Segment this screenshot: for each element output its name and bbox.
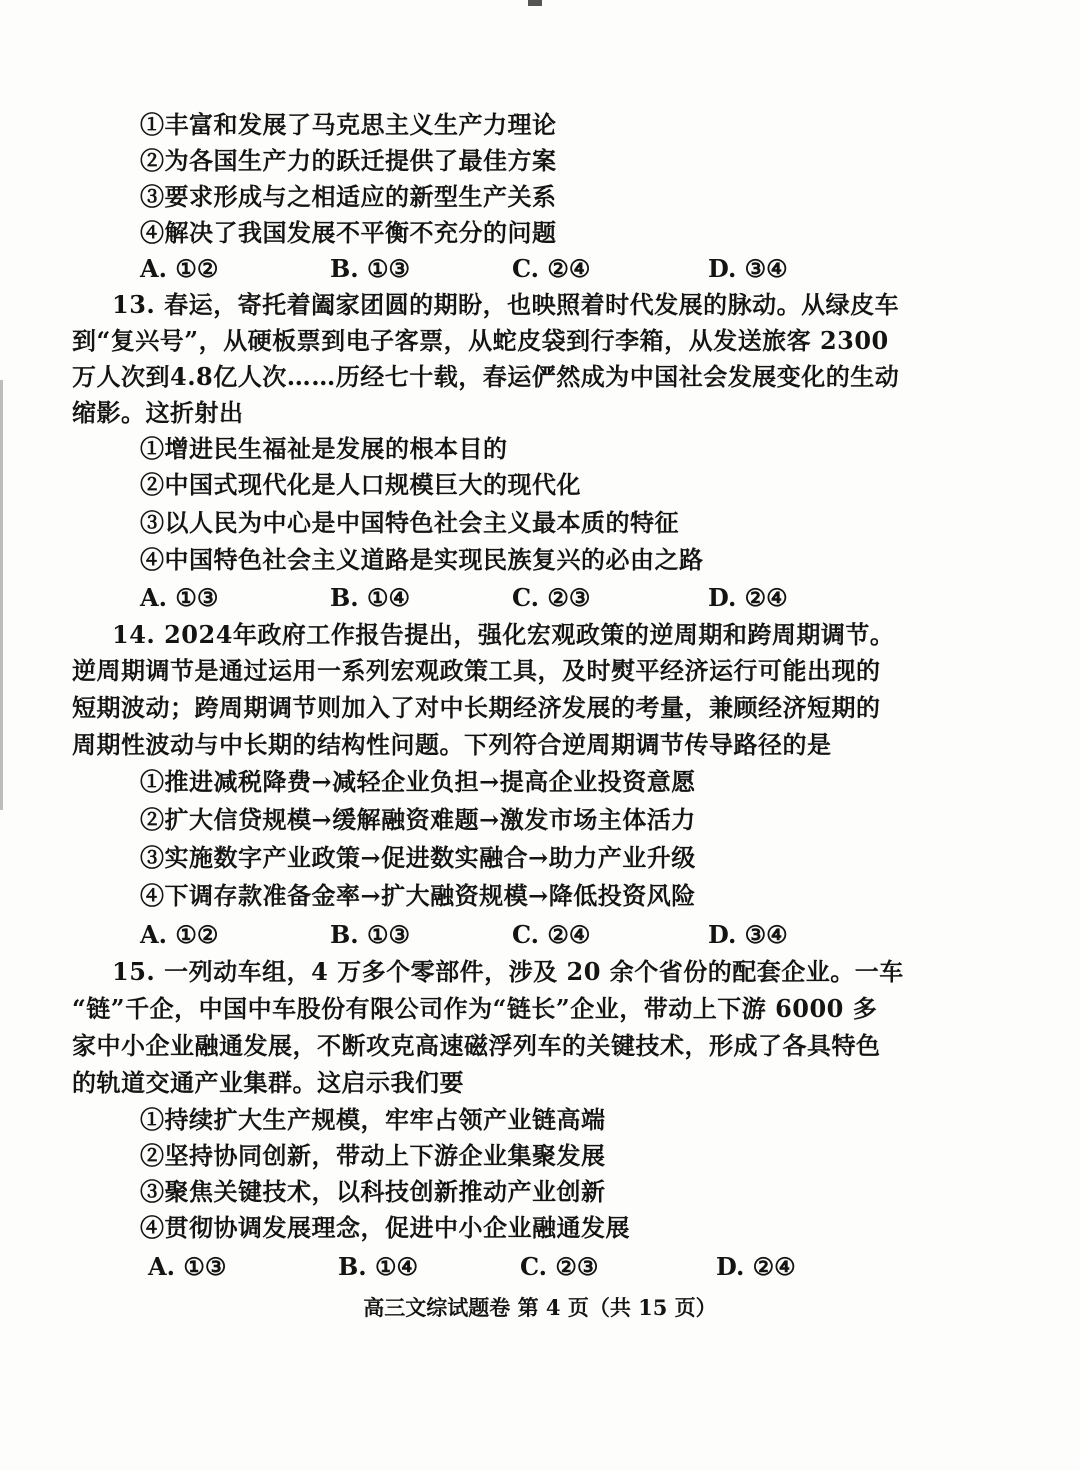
q13-stem-line-2: 到“复兴号”，从硬板票到电子客票，从蛇皮袋到行李箱，从发送旅客 2300 <box>72 326 889 355</box>
scan-mark <box>528 0 542 6</box>
q15-option-1: ①持续扩大生产规模，牢牢占领产业链高端 <box>140 1105 606 1134</box>
q15-option-2: ②坚持协同创新，带动上下游企业集聚发展 <box>140 1141 606 1170</box>
q15-option-4: ④贯彻协调发展理念，促进中小企业融通发展 <box>140 1213 630 1242</box>
q12-option-3: ③要求形成与之相适应的新型生产关系 <box>140 182 557 211</box>
q15-stem-line-1: 15. 一列动车组，4 万多个零部件，涉及 20 余个省份的配套企业。一车 <box>112 957 904 986</box>
q15-stem-line-3: 家中小企业融通发展，不断攻克高速磁浮列车的关键技术，形成了各具特色 <box>72 1031 881 1060</box>
q13-option-4: ④中国特色社会主义道路是实现民族复兴的必由之路 <box>140 545 704 574</box>
q14-choices <box>140 920 820 950</box>
q15-choice-d[interactable]: D. ②④ <box>716 1252 796 1281</box>
q15-choice-c[interactable]: C. ②③ <box>520 1252 599 1281</box>
q14-option-1: ①推进减税降费→减轻企业负担→提高企业投资意愿 <box>140 767 696 796</box>
q13-choice-a[interactable]: A. ①③ <box>140 583 219 612</box>
q12-choice-c[interactable]: C. ②④ <box>512 254 591 283</box>
q14-option-2: ②扩大信贷规模→缓解融资难题→激发市场主体活力 <box>140 805 696 834</box>
q13-stem-line-3: 万人次到4.8亿人次……历经七十载，春运俨然成为中国社会发展变化的生动 <box>72 362 900 391</box>
q14-option-4: ④下调存款准备金率→扩大融资规模→降低投资风险 <box>140 881 696 910</box>
q12-choice-b[interactable]: B. ①③ <box>330 254 411 283</box>
q13-option-1: ①增进民生福祉是发展的根本目的 <box>140 434 508 463</box>
q14-stem-line-4: 周期性波动与中长期的结构性问题。下列符合逆周期调节传导路径的是 <box>72 730 832 759</box>
q15-choice-a[interactable]: A. ①③ <box>148 1252 227 1281</box>
q15-choices <box>148 1252 828 1282</box>
scan-edge <box>0 380 3 810</box>
q13-choice-c[interactable]: C. ②③ <box>512 583 591 612</box>
q14-choice-d[interactable]: D. ③④ <box>708 920 788 949</box>
q14-option-3: ③实施数字产业政策→促进数实融合→助力产业升级 <box>140 843 696 872</box>
q15-choice-b[interactable]: B. ①④ <box>338 1252 419 1281</box>
q13-stem-line-4: 缩影。这折射出 <box>72 398 244 427</box>
q12-option-2: ②为各国生产力的跃迁提供了最佳方案 <box>140 146 557 175</box>
q12-choices <box>140 254 820 284</box>
q13-choice-d[interactable]: D. ②④ <box>708 583 788 612</box>
q15-stem-line-4: 的轨道交通产业集群。这启示我们要 <box>72 1068 464 1097</box>
q14-choice-a[interactable]: A. ①② <box>140 920 219 949</box>
q13-choice-b[interactable]: B. ①④ <box>330 583 411 612</box>
q15-option-3: ③聚焦关键技术，以科技创新推动产业创新 <box>140 1177 606 1206</box>
q12-choice-a[interactable]: A. ①② <box>140 254 219 283</box>
q15-stem-line-2: “链”千企，中国中车股份有限公司作为“链长”企业，带动上下游 6000 多 <box>72 994 878 1023</box>
q14-stem-line-1: 14. 2024年政府工作报告提出，强化宏观政策的逆周期和跨周期调节。 <box>112 620 895 649</box>
q14-choice-c[interactable]: C. ②④ <box>512 920 591 949</box>
q14-choice-b[interactable]: B. ①③ <box>330 920 411 949</box>
q13-option-2: ②中国式现代化是人口规模巨大的现代化 <box>140 470 581 499</box>
q13-option-3: ③以人民为中心是中国特色社会主义最本质的特征 <box>140 508 679 537</box>
q13-stem-line-1: 13. 春运，寄托着阖家团圆的期盼，也映照着时代发展的脉动。从绿皮车 <box>112 290 900 319</box>
q13-choices <box>140 583 820 613</box>
q12-option-1: ①丰富和发展了马克思主义生产力理论 <box>140 110 557 139</box>
q14-stem-line-3: 短期波动；跨周期调节则加入了对中长期经济发展的考量，兼顾经济短期的 <box>72 693 881 722</box>
q14-stem-line-2: 逆周期调节是通过运用一系列宏观政策工具，及时熨平经济运行可能出现的 <box>72 656 881 685</box>
q12-choice-d[interactable]: D. ③④ <box>708 254 788 283</box>
page-footer: 高三文综试题卷 第 4 页（共 15 页） <box>363 1295 717 1320</box>
q12-option-4: ④解决了我国发展不平衡不充分的问题 <box>140 218 557 247</box>
